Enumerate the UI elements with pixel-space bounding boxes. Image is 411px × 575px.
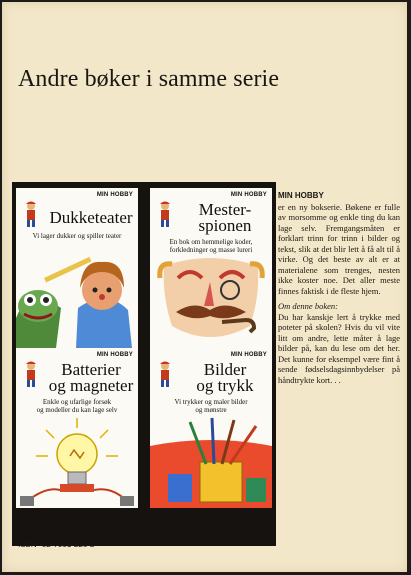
book-title-line: og magneter: [48, 376, 134, 395]
isbn-line: [18, 540, 94, 549]
book-card-mesterspionen: [150, 188, 272, 348]
book-card-bilder-og-trykk: [150, 348, 272, 508]
series-description: [278, 191, 400, 385]
series-tag: MIN HOBBY: [96, 352, 133, 358]
book-subtitle-line: En bok om hemmelige koder,: [169, 238, 253, 246]
paint-brushes-illustration: [150, 416, 272, 508]
about-book-heading: Om denne boken:: [278, 301, 338, 311]
book-subtitle-line: Vi lager dukker og spiller teater: [32, 232, 122, 240]
back-cover: [2, 2, 407, 572]
puppet-illustration: [16, 248, 138, 348]
book-title-line: Dukketeater: [49, 208, 133, 227]
book-title: [46, 210, 136, 226]
book-subtitle-line: Enkle og ufarlige forsøk: [42, 398, 112, 406]
mascot-icon: [21, 360, 41, 388]
mascot-icon: [155, 360, 175, 388]
book-subtitle: [154, 238, 268, 254]
book-card-batterier-og-magneter: [16, 348, 138, 508]
book-title-line: Batterier: [61, 360, 121, 379]
book-subtitle-line: og mønstre: [195, 406, 227, 414]
book-title-line: spionen: [198, 216, 252, 235]
book-card-dukketeater: [16, 188, 138, 348]
mascot-icon: [155, 200, 175, 228]
book-subtitle-line: og modeller du kan lage selv: [36, 406, 118, 414]
book-title-line: og trykk: [196, 376, 254, 395]
book-grid: [12, 182, 276, 546]
series-tag: MIN HOBBY: [230, 352, 267, 358]
mascot-icon: [21, 200, 41, 228]
isbn-number: 82-7001-226-2: [41, 540, 95, 549]
series-brand: MIN HOBBY: [278, 191, 324, 200]
book-title: [46, 362, 136, 394]
book-title: [180, 202, 270, 234]
disguise-face-illustration: [150, 256, 272, 348]
book-title-line: Mester-: [198, 200, 252, 219]
book-subtitle: [20, 232, 134, 240]
page-heading: Andre bøker i samme serie: [18, 66, 280, 92]
book-subtitle: [20, 398, 134, 414]
series-intro-text: er en ny bokserie. Bøkene er fulle av morsomme og enkle ting du kan lage selv. Fremgangsmåten er forklart trinn for trinn i bilder og tekst, slik at det blir lett å få alt til å virke. Og det beste av alt er at materialene som trenges, nesten ikke koster noe. Det aller meste finnes faktisk i de fleste hjem.: [278, 201, 400, 296]
about-book-text: Du har kanskje lert å trykke med poteter på skolen? Hvis du vil vite litt om andre, lette måter å lage bilder på, kan du lese om det her. Det kunne for eksempel være fint å sende fødselsdagsinnbydelser på håndtrykte kort. . .: [278, 311, 400, 385]
series-tag: MIN HOBBY: [96, 192, 133, 198]
light-bulb-illustration: [16, 416, 138, 508]
series-tag: MIN HOBBY: [230, 192, 267, 198]
book-subtitle-line: forkledninger og masse lureri: [169, 246, 253, 254]
book-subtitle-line: Vi trykker og maler bilder: [174, 398, 248, 406]
book-subtitle: [154, 398, 268, 414]
book-title-line: Bilder: [203, 360, 247, 379]
book-title: [180, 362, 270, 394]
isbn-label: ISBN: [18, 540, 37, 549]
